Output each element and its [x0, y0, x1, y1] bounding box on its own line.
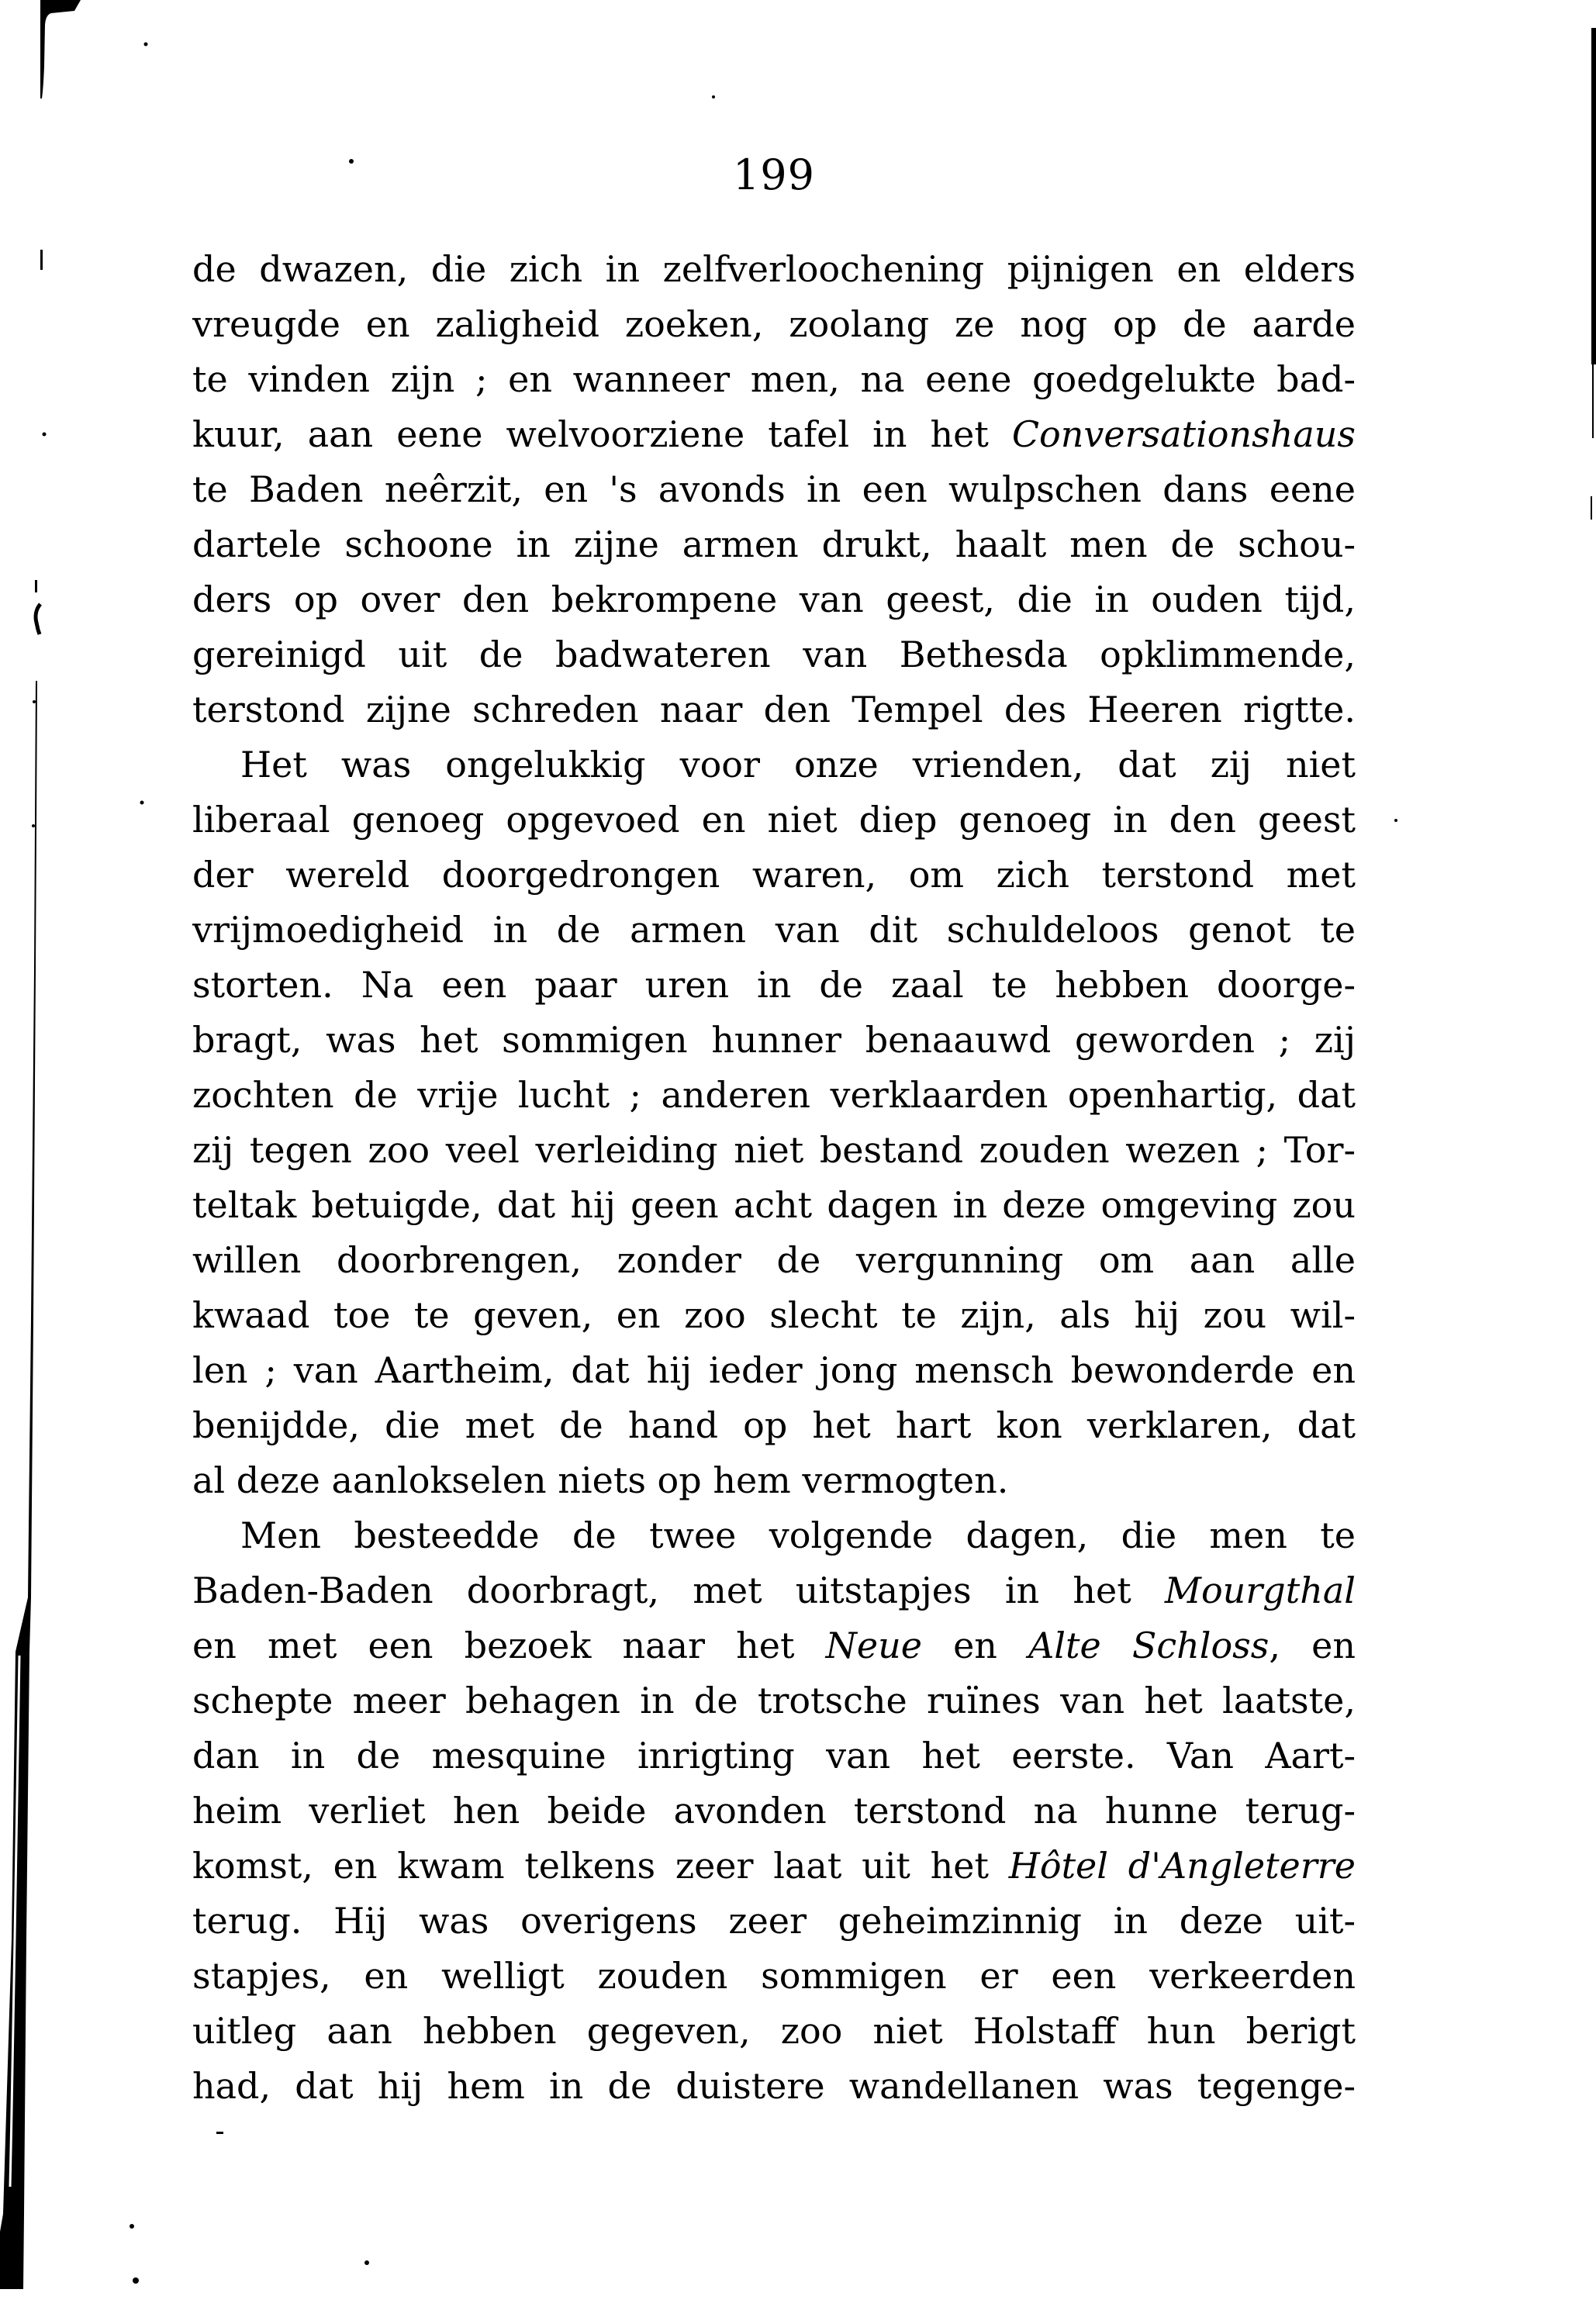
- scan-artifact-right-edge: [1591, 28, 1596, 438]
- text-line: [192, 1949, 1356, 2004]
- text-segment: liberaal genoeg opgevoed en niet diep genoeg in den geest: [192, 799, 1356, 841]
- italic-text-segment: Hôtel d'Angleterre: [1008, 1845, 1356, 1887]
- scan-artifact-speck: [133, 2277, 139, 2284]
- italic-text-segment: Neue: [825, 1625, 922, 1666]
- text-line: [192, 297, 1356, 352]
- text-segment: Men besteedde de twee volgende dagen, die men te: [240, 1514, 1356, 1556]
- text-segment: vreugde en zaligheid zoeken, zoolang ze nog op de aarde: [192, 303, 1356, 345]
- text-line: [192, 792, 1356, 848]
- text-segment: benijdde, die met de hand op het hart kon verklaren, dat: [192, 1404, 1356, 1446]
- text-line: [192, 1508, 1356, 1563]
- scan-artifact-speck: [32, 824, 35, 827]
- text-segment: terug. Hij was overigens zeer geheimzinnig in deze uit-: [192, 1900, 1356, 1942]
- scan-artifact-tick: [40, 250, 43, 270]
- text-segment: ders op over den bekrompene van geest, die in ouden tijd,: [192, 578, 1356, 620]
- scan-artifact-speck: [43, 433, 47, 437]
- italic-text-segment: Alte Schloss: [1028, 1625, 1270, 1666]
- text-line: [192, 1839, 1356, 1894]
- text-line: [192, 1398, 1356, 1453]
- italic-text-segment: Conversationshaus: [1011, 413, 1356, 455]
- scan-artifact-ink-mark: [36, 604, 40, 634]
- text-line: [192, 462, 1356, 517]
- scan-artifact-left-binding: [0, 681, 37, 2289]
- text-line: [192, 2059, 1356, 2114]
- text-line: [192, 1013, 1356, 1068]
- text-line: [192, 572, 1356, 627]
- text-line: [192, 1563, 1356, 1618]
- body-text: [192, 242, 1356, 2114]
- page-number: 199: [732, 150, 816, 199]
- text-segment: te Baden neêrzit, en 's avonds in een wulpschen dans eene: [192, 468, 1356, 510]
- scan-artifact-speck: [33, 700, 36, 703]
- text-segment: , en: [1269, 1625, 1356, 1666]
- text-line: [192, 1673, 1356, 1728]
- text-line: [192, 627, 1356, 682]
- text-segment: stapjes, en welligt zouden sommigen er een verkeerden: [192, 1955, 1356, 1997]
- text-segment: al deze aanlokselen niets op hem vermogten.: [192, 1459, 1009, 1501]
- text-segment: Baden-Baden doorbragt, met uitstapjes in het: [192, 1569, 1165, 1611]
- text-segment: en: [921, 1625, 1029, 1666]
- text-line: [192, 1728, 1356, 1784]
- text-segment: len ; van Aartheim, dat hij ieder jong mensch bewonderde en: [192, 1349, 1356, 1391]
- text-segment: bragt, was het sommigen hunner benaauwd geworden ; zij: [192, 1019, 1356, 1061]
- text-segment: kwaad toe te geven, en zoo slecht te zijn, als hij zou wil-: [192, 1294, 1356, 1336]
- scan-artifact-speck: [712, 95, 715, 98]
- scan-artifact-right-edge-dash: [1591, 496, 1592, 520]
- text-line: [192, 352, 1356, 407]
- text-segment: de dwazen, die zich in zelfverloochening pijnigen en elders: [192, 248, 1356, 290]
- scan-artifact-speck: [144, 43, 148, 47]
- scan-artifact-speck: [364, 2260, 369, 2265]
- scan-artifact-tick: [35, 580, 37, 592]
- text-segment: kuur, aan eene welvoorziene tafel in het: [192, 413, 1012, 455]
- text-segment: gereinigd uit de badwateren van Bethesda opklimmende,: [192, 634, 1356, 675]
- text-line: [192, 242, 1356, 297]
- text-segment: dartele schoone in zijne armen drukt, haalt men de schou-: [192, 523, 1356, 565]
- scan-artifact-speck: [130, 2224, 134, 2229]
- text-segment: zochten de vrije lucht ; anderen verklaarden openhartig, dat: [192, 1074, 1356, 1116]
- text-segment: vrijmoedigheid in de armen van dit schuldeloos genot te: [192, 909, 1356, 951]
- scan-artifact-left-binding-gap: [10, 1656, 19, 2187]
- text-segment: komst, en kwam telkens zeer laat uit het: [192, 1845, 1009, 1887]
- text-line: [192, 1288, 1356, 1343]
- text-line: [192, 1178, 1356, 1233]
- text-line: [192, 407, 1356, 462]
- scan-artifact-top-left-corner: [40, 0, 81, 98]
- text-segment: te vinden zijn ; en wanneer men, na eene goedgelukte bad-: [192, 358, 1356, 400]
- text-line: [192, 1233, 1356, 1288]
- text-segment: willen doorbrengen, zonder de vergunning om aan alle: [192, 1239, 1356, 1281]
- text-line: [192, 1784, 1356, 1839]
- text-segment: uitleg aan hebben gegeven, zoo niet Holstaff hun berigt: [192, 2010, 1356, 2052]
- text-line: [192, 682, 1356, 737]
- scan-artifact-speck: [140, 801, 144, 805]
- text-line: [192, 1068, 1356, 1123]
- text-segment: teltak betuigde, dat hij geen acht dagen in deze omgeving zou: [192, 1184, 1356, 1226]
- text-segment: had, dat hij hem in de duistere wandellanen was tegenge-: [192, 2065, 1356, 2107]
- text-line: [192, 737, 1356, 792]
- scan-artifact-speck: [1394, 819, 1397, 822]
- text-segment: storten. Na een paar uren in de zaal te hebben doorge-: [192, 964, 1356, 1006]
- text-segment: heim verliet hen beide avonden terstond na hunne terug-: [192, 1790, 1356, 1832]
- text-line: [192, 1343, 1356, 1398]
- scan-artifact-dash: [216, 2132, 223, 2134]
- text-segment: der wereld doorgedrongen waren, om zich terstond met: [192, 854, 1356, 896]
- text-line: [192, 1453, 1356, 1508]
- text-segment: en met een bezoek naar het: [192, 1625, 826, 1666]
- text-line: [192, 848, 1356, 903]
- text-line: [192, 1894, 1356, 1949]
- text-line: [192, 2004, 1356, 2059]
- text-segment: schepte meer behagen in de trotsche ruïnes van het laatste,: [192, 1680, 1356, 1721]
- text-line: [192, 1123, 1356, 1178]
- text-segment: terstond zijne schreden naar den Tempel des Heeren rigtte.: [192, 689, 1356, 730]
- text-line: [192, 903, 1356, 958]
- text-segment: zij tegen zoo veel verleiding niet bestand zouden wezen ; Tor-: [192, 1129, 1356, 1171]
- italic-text-segment: Mourgthal: [1164, 1569, 1356, 1611]
- text-line: [192, 517, 1356, 572]
- text-segment: dan in de mesquine inrigting van het eerste. Van Aart-: [192, 1735, 1356, 1777]
- text-segment: Het was ongelukkig voor onze vrienden, dat zij niet: [240, 744, 1356, 786]
- text-line: [192, 958, 1356, 1013]
- text-line: [192, 1618, 1356, 1673]
